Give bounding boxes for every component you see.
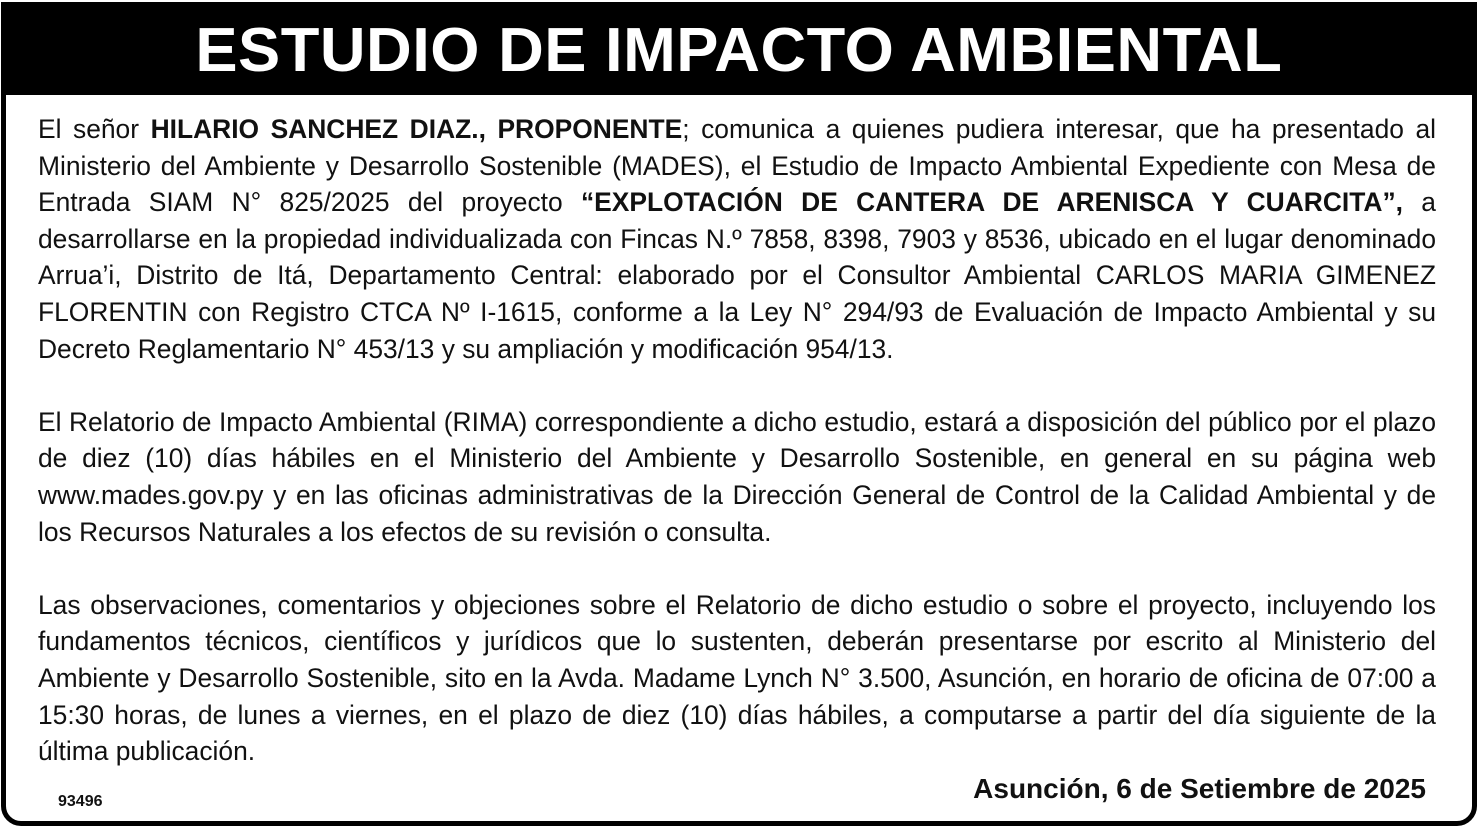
paragraph-observations: Las observaciones, comentarios y objeciones sobre el Relatorio de dicho estudio o sobre el proyecto, incluyendo los fundamentos técnicos, científicos y jurídicos que lo sustenten, deberán presentarse por escrito al Ministerio del Ambiente y Desarrollo Sostenible, sito en la Avda. Madame Lynch N° 3.500, Asunción, en horario de oficina de 07:00 a 15:30 horas, de lunes a viernes, en el plazo de diez (10) días hábiles, a computarse a partir del día siguiente de la última publicación. [38,589,1436,767]
paragraph-proponent [38,111,1436,367]
notice-header [6,7,1472,95]
ad-number: 93496 [58,793,103,810]
proponent-name: HILARIO SANCHEZ DIAZ., PROPONENTE [150,114,683,144]
notice-title: ESTUDIO DE IMPACTO AMBIENTAL [195,16,1283,85]
notice-body [38,111,1436,770]
p1-body: ; comunica a quienes pudiera interesar, que ha presentado al Ministerio del Ambiente y Desarrollo Sostenible (MADES), el Estudio de Impacto Ambiental Expediente con Mesa de Entrada SIAM N° 825/2025 del proyecto [38,114,1436,218]
project-name: “EXPLOTACIÓN DE CANTERA DE ARENISCA Y CUARCITA”, [580,187,1403,218]
p1-intro: El señor [38,114,151,144]
date-line: Asunción, 6 de Setiembre de 2025 [973,773,1426,804]
notice-frame [1,2,1477,826]
p1-details: a desarrollarse en la propiedad individualizada con Fincas N.º 7858, 8398, 7903 y 8536, ubicado en el lugar denominado Arrua’i, Distrito de Itá, Departamento Central: elaborado por el Consultor Ambiental CARLOS MARIA GIMENEZ FLORENTIN con Registro CTCA Nº I-1615, conforme a la Ley N° 294/93 de Evaluación de Impacto Ambiental y su Decreto Reglamentario N° 453/13 y su ampliación y modificación 954/13. [38,187,1436,364]
paragraph-rima: El Relatorio de Impacto Ambiental (RIMA) correspondiente a dicho estudio, estará a disposición del público por el plazo de diez (10) días hábiles en el Ministerio del Ambiente y Desarrollo Sostenible, en general en su página web www.mades.gov.py y en las oficinas administrativas de la Dirección General de Control de la Calidad Ambiental y de los Recursos Naturales a los efectos de su revisión o consulta. [38,406,1436,547]
